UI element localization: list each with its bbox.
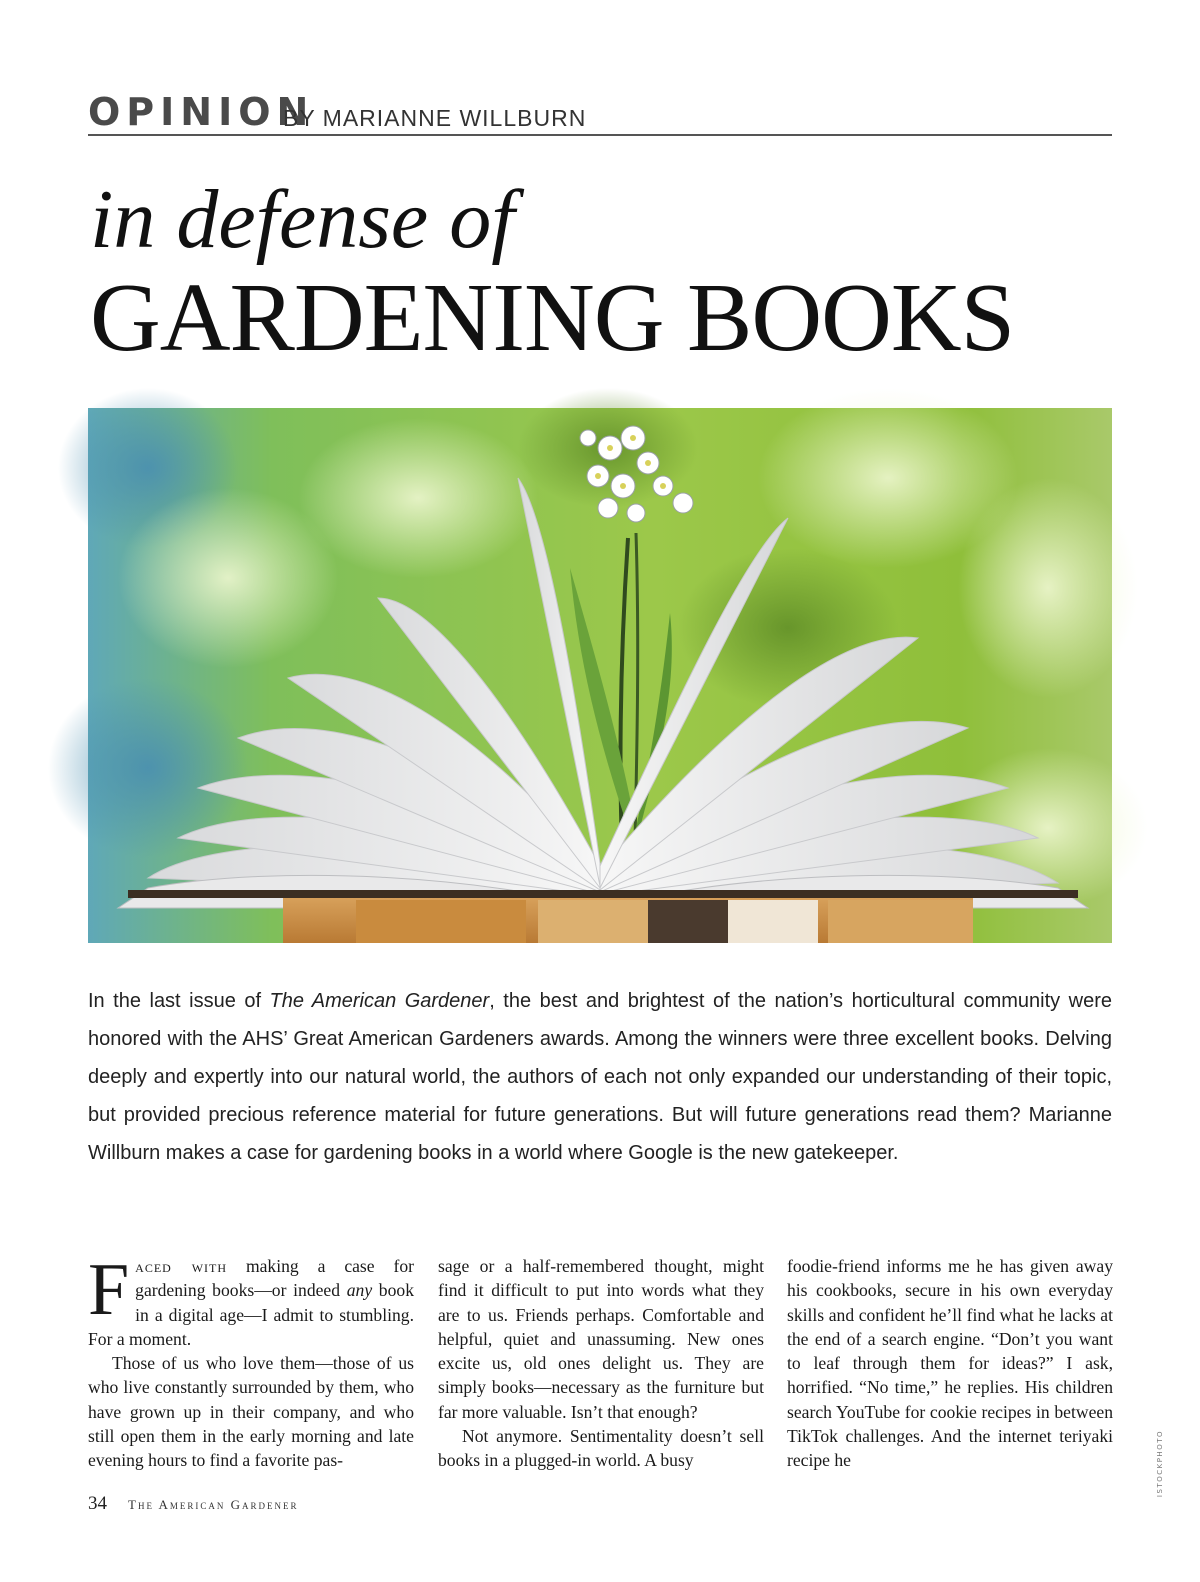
article-title-line1: in defense of — [90, 173, 515, 266]
magazine-name: The American Gardener — [128, 1497, 299, 1512]
photo-credit: ISTOCKPHOTO — [1156, 1430, 1164, 1498]
body-paragraph — [88, 1249, 414, 1351]
body-paragraph: Not anymore. Sentimentality doesn’t sell books in a plugged-in world. A busy — [438, 1426, 764, 1471]
body-column-2 — [438, 1254, 764, 1471]
section-label: OPINION — [88, 90, 315, 134]
byline: BY MARIANNE WILLBURN — [283, 105, 587, 131]
deck-text-rest: , the best and brightest of the nation’s horticultural community were honored with the AHS’ Great American Gardeners awards. Among the winners were three excellent books. Delving deeply and expertly into our natural world, the authors of each not only expanded our understanding of their topic, but provided precious reference material for future generations. But will future generations read them? Marianne Willburn makes a case for gardening books in a world where Google is the new gatekeeper. — [88, 990, 1112, 1164]
lead-in: aced with — [135, 1256, 228, 1276]
body-text: book in a digital age—I admit to stumbling. For a moment. — [88, 1280, 414, 1349]
drop-cap: F — [88, 1249, 130, 1331]
hero-image — [88, 408, 1112, 943]
page-number: 34 — [88, 1493, 107, 1514]
body-text-emphasis: any — [346, 1280, 373, 1301]
body-column-3 — [787, 1254, 1113, 1471]
article-title-line2: GARDENING BOOKS — [90, 264, 1015, 372]
body-paragraph: Those of us who love them—those of us who live constantly surrounded by them, who have grown up in their company, and who still open them in the early morning and late evening hours to find a favorite pas- — [88, 1353, 414, 1471]
deck-publication-name: The American Gardener — [269, 990, 490, 1012]
body-column-1 — [88, 1249, 414, 1471]
section-header — [88, 88, 1112, 136]
article-deck — [88, 982, 1112, 1172]
body-text: making a case for gardening books—or indeed — [135, 1256, 414, 1301]
body-paragraph: foodie-friend informs me he has given away his cookbooks, secure in his own everyday skills and confident he’ll find what he lacks at the end of a search engine. “Don’t you want to leaf through them for ideas?” I ask, horrified. “No time,” he replies. His children search YouTube for cookie recipes in between TikTok challenges. And the internet teriyaki recipe he — [787, 1256, 1113, 1471]
open-book-with-flower-image — [88, 408, 1112, 943]
deck-text-start: In the last issue of — [88, 990, 270, 1012]
body-paragraph: sage or a half-remembered thought, might find it difficult to put into words what they are to us. Friends perhaps. Comfortable and helpful, quiet and unassuming. New ones excite us, old ones delight us. They are simply books—necessary as the furniture but far more valuable. Isn’t that enough? — [438, 1256, 764, 1422]
